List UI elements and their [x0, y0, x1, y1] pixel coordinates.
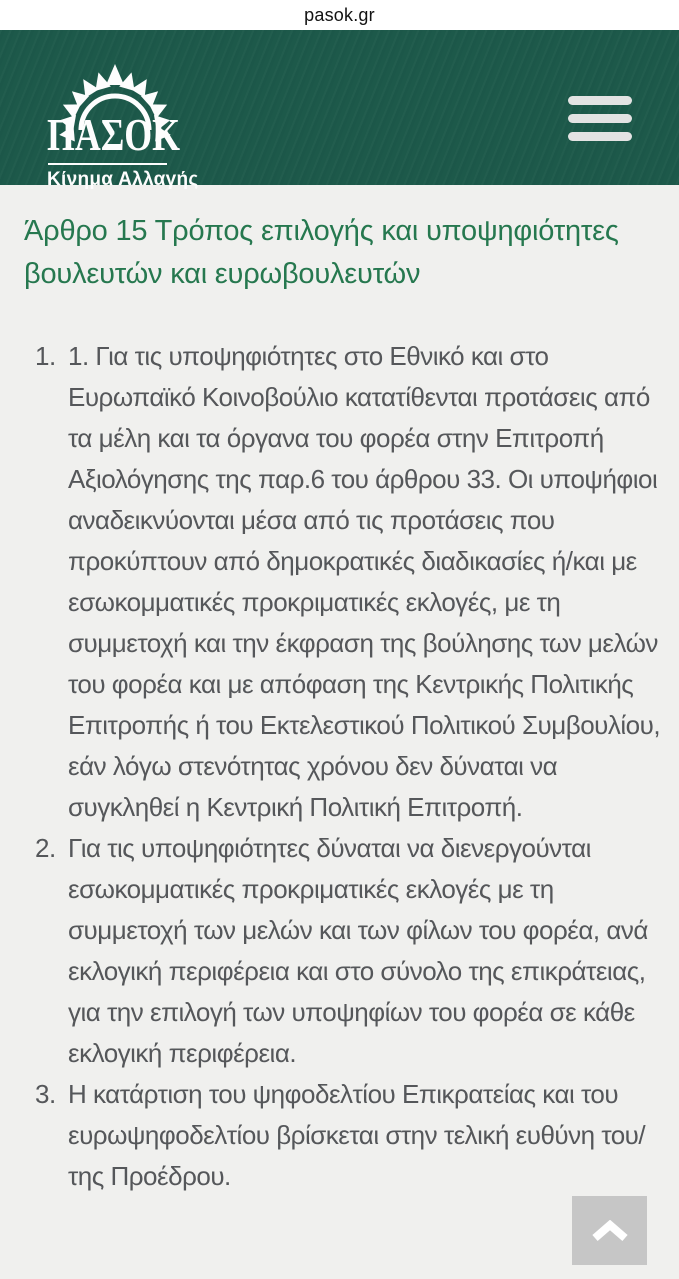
list-item-marker: 1.: [35, 341, 56, 371]
list-item-text: Για τις υποψηφιότητες δύναται να διενεργούνται εσωκομματικές προκριματικές εκλογές με τη συμμετοχή των μελών και των φίλων του φορέα, ανά εκλογική περιφέρεια και στο σύνολο της επικράτειας, για την επιλογή των υποψηφίων του φορέα σε κάθε εκλογική περιφέρεια.: [68, 833, 648, 1068]
site-url-label: pasok.gr: [304, 5, 375, 25]
logo-tagline: Κίνημα Αλλαγής: [47, 169, 199, 190]
article-content: [0, 185, 679, 1197]
article-title: Άρθρο 15 Τρόπος επιλογής και υποψηφιότητες βουλευτών και ευρωβουλευτών: [24, 215, 619, 290]
site-header: [0, 30, 679, 190]
hamburger-bar: [568, 96, 632, 105]
logo-underline: [48, 163, 167, 165]
scroll-to-top-button[interactable]: [572, 1196, 647, 1265]
hamburger-bar: [568, 132, 632, 141]
list-item-text: 1. Για τις υποψηφιότητες στο Εθνικό και στο Ευρωπαϊκό Κοινοβούλιο κατατίθενται προτάσεις από τα μέλη και τα όργανα του φορέα στην Επιτροπή Αξιολόγησης της παρ.6 του άρθρου 33. Οι υποψήφιοι αναδεικνύονται μέσα από τις προτάσεις που προκύπτουν από δημοκρατικές διαδικασίες ή/και με εσωκομματικές προκριματικές εκλογές, με τη συμμετοχή και την έκφραση της βούλησης των μελών του φορέα και με απόφαση της Κεντρικής Πολιτικής Επιτροπής ή του Εκτελεστικού Πολιτικού Συμβουλίου, εάν λόγω στενότητας χρόνου δεν δύναται να συγκληθεί η Κεντρική Πολιτική Επιτροπή.: [68, 341, 661, 822]
list-item-marker: 3.: [35, 1079, 56, 1109]
list-item: [0, 1074, 679, 1197]
list-item: [0, 336, 679, 828]
list-item: [0, 828, 679, 1074]
list-item-text: Η κατάρτιση του ψηφοδελτίου Επικρατείας και του ευρωψηφοδελτίου βρίσκεται στην τελική ευθύνη του/της Προέδρου.: [68, 1079, 646, 1191]
browser-address-bar[interactable]: [0, 0, 679, 30]
pasok-logo[interactable]: [45, 55, 210, 190]
hamburger-menu-icon[interactable]: [568, 96, 632, 141]
logo-wordmark: ΠΑΣΟΚ: [47, 109, 181, 160]
article-ordered-list: [0, 336, 679, 1197]
chevron-up-icon: [591, 1220, 629, 1242]
hamburger-bar: [568, 114, 632, 123]
list-item-marker: 2.: [35, 833, 56, 863]
